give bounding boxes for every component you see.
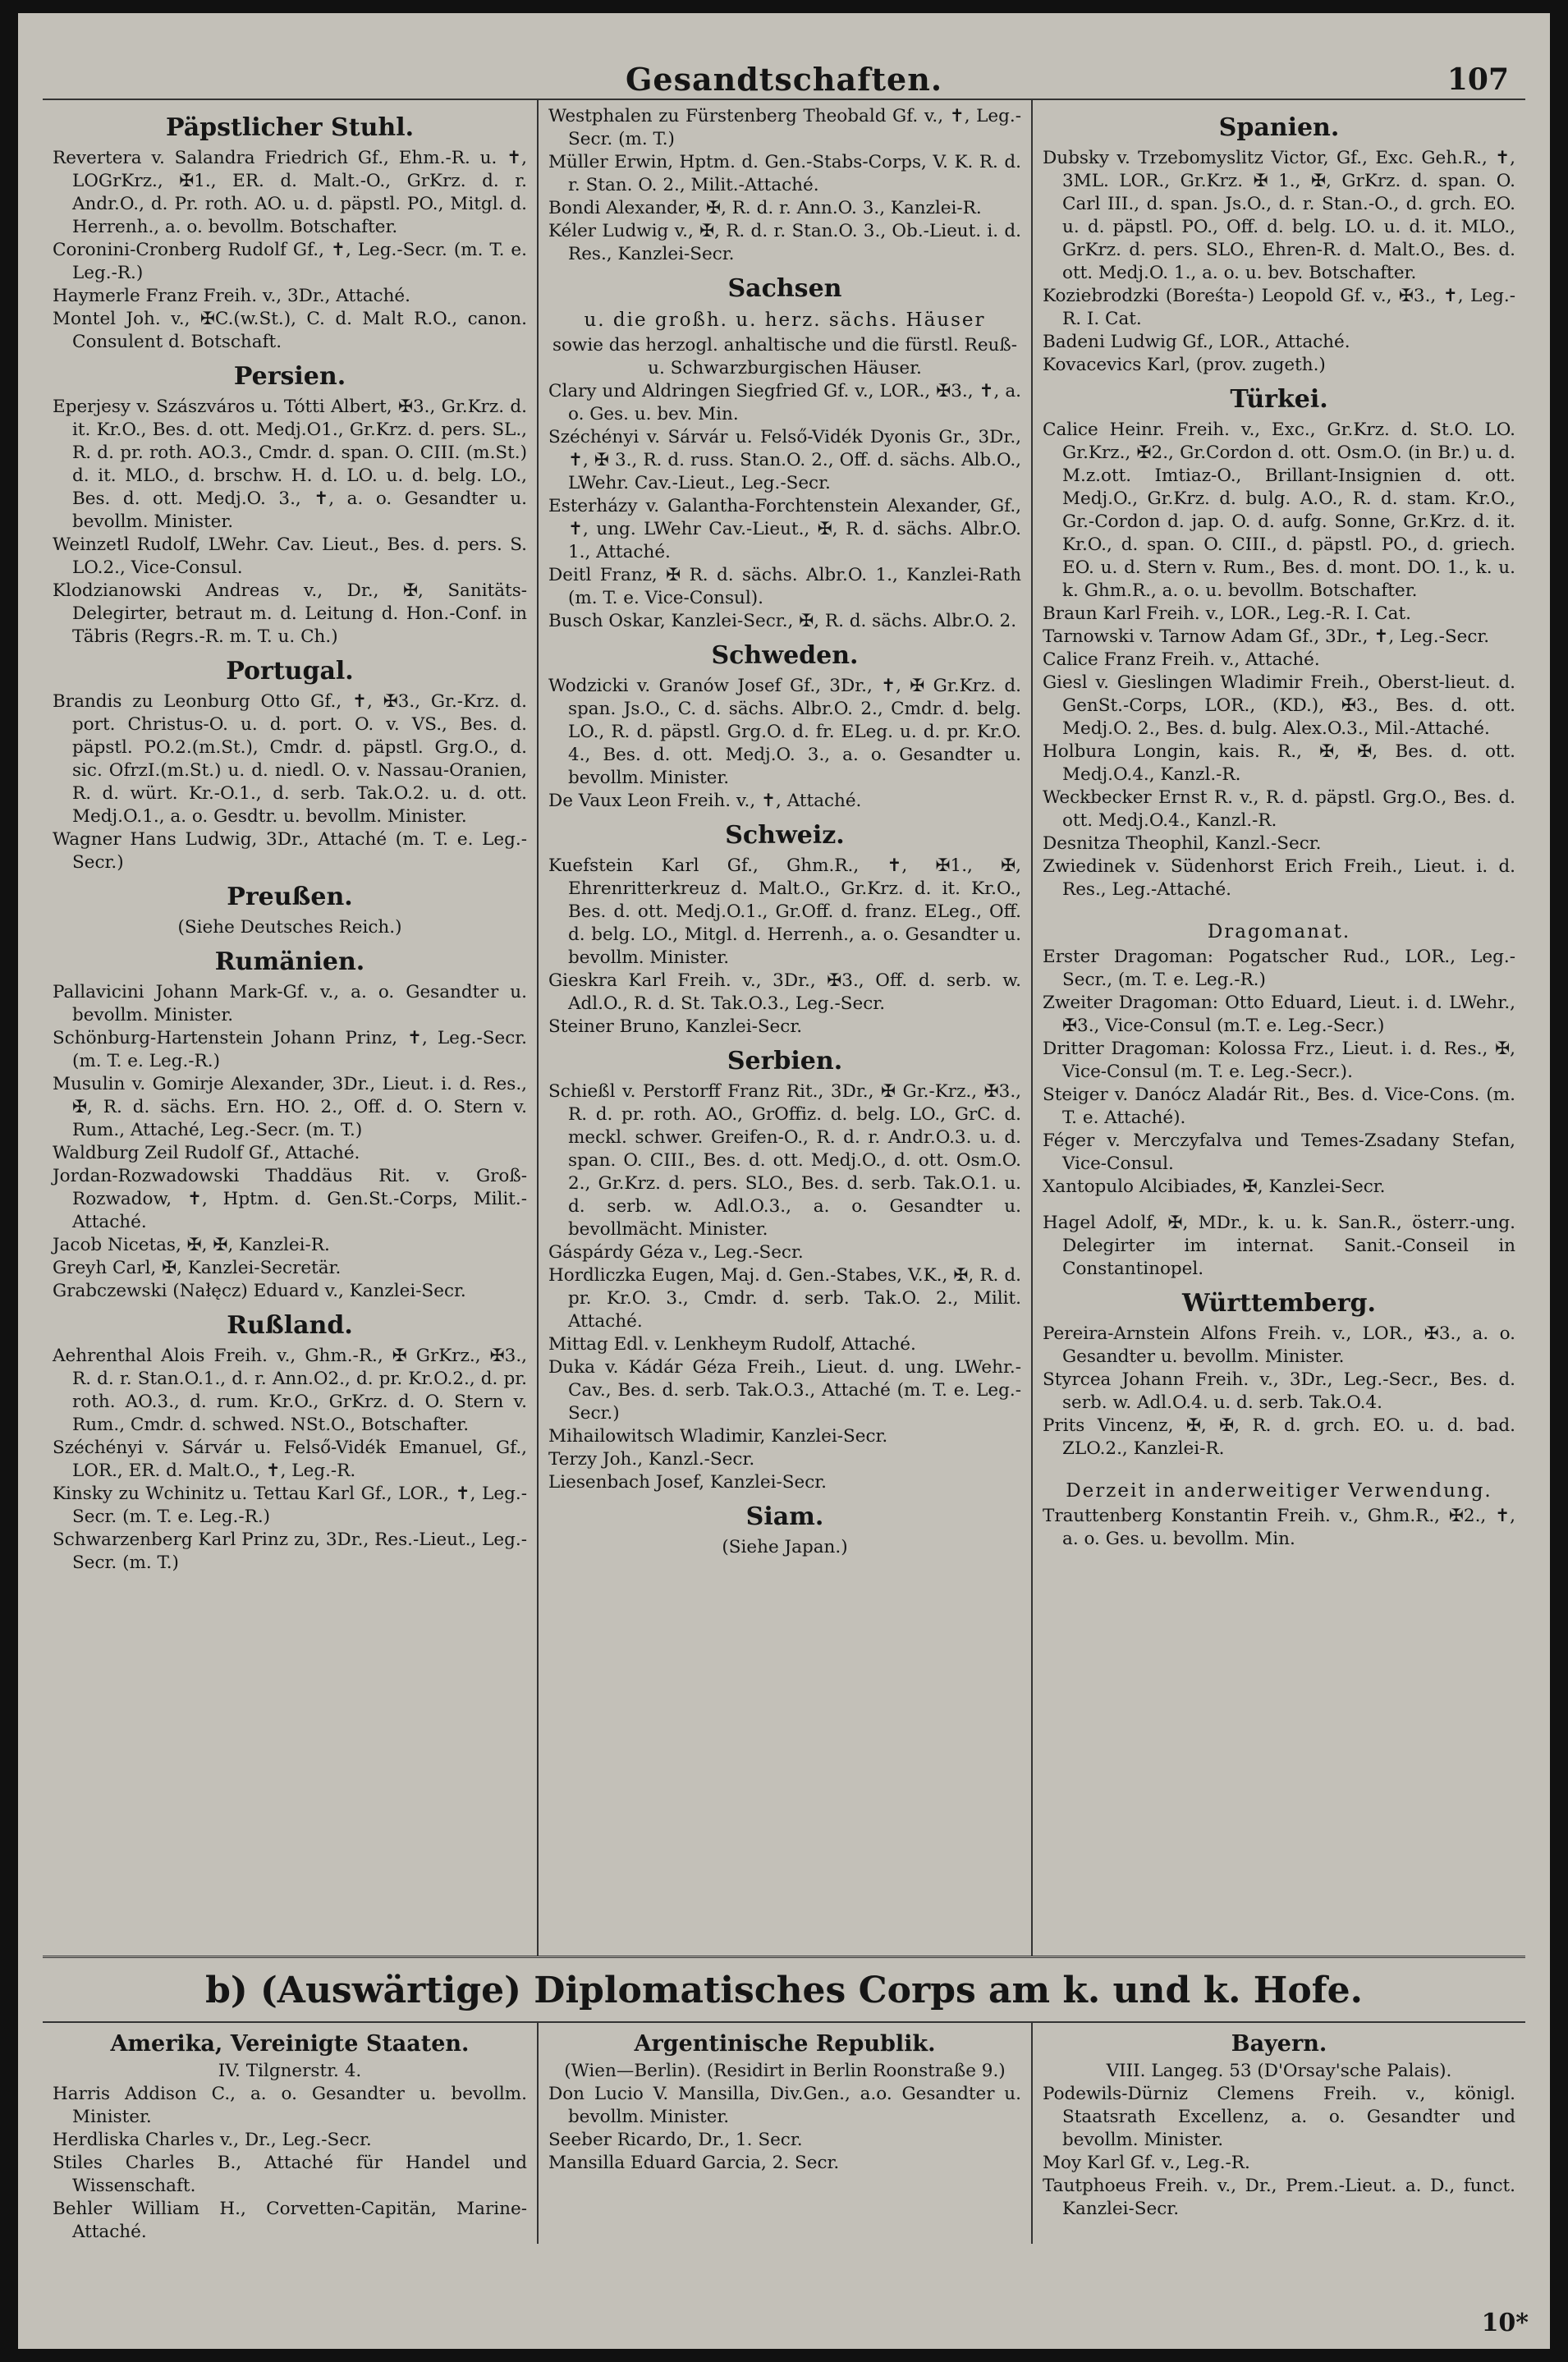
directory-entry: Hagel Adolf, ✠, MDr., k. u. k. San.R., österr.-ung. Delegirter im internat. Sanit.-Conseil in Constantinopel. <box>1043 1213 1515 1279</box>
page-header <box>43 13 1525 100</box>
directory-entry: Brandis zu Leonburg Otto Gf., ✝, ✠3., Gr.-Krz. d. port. Christus-O. u. d. port. O. v. VS., Bes. d. päpstl. PO.2.(m.St.), Cmdr. d. päpstl. Grg.O., d. sic. OfrzI.(m.St.) u. d. niedl. O. v. Nassau-Oranien, R. d. würt. Kr.-O.1., d. serb. Tak.O.2. u. d. ott. Medj.O.1., a. o. Gesdtr. u. bevollm. Minister. <box>53 691 527 827</box>
column-1 <box>43 100 537 1956</box>
section-heading: Rumänien. <box>214 947 365 976</box>
directory-entry: Széchényi v. Sárvár u. Felső-Vidék Emanuel, Gf., LOR., ER. d. Malt.O., ✝, Leg.-R. <box>53 1438 527 1481</box>
directory-entry: Kinsky zu Wchinitz u. Tettau Karl Gf., LOR., ✝, Leg.-Secr. (m. T. e. Leg.-R.) <box>53 1484 527 1527</box>
section-heading: Württemberg. <box>1182 1289 1376 1318</box>
section-heading: Sachsen <box>727 274 842 303</box>
directory-entry: Gieskra Karl Freih. v., 3Dr., ✠3., Off. d. serb. w. Adl.O., R. d. St. Tak.O.3., Leg.-Secr. <box>548 970 1021 1014</box>
directory-entry: Behler William H., Corvetten-Capitän, Marine-Attaché. <box>53 2199 527 2242</box>
part-b-columns <box>43 2021 1525 2244</box>
section-spacer <box>1043 901 1515 915</box>
directory-entry: Tarnowski v. Tarnow Adam Gf., 3Dr., ✝, Leg.-Secr. <box>1043 626 1490 647</box>
column-3 <box>1031 100 1525 1956</box>
directory-entry: Herdliska Charles v., Dr., Leg.-Secr. <box>53 2130 372 2150</box>
directory-entry: Stiles Charles B., Attaché für Handel und Wissenschaft. <box>53 2153 527 2196</box>
column-2 <box>537 100 1031 1956</box>
directory-entry: Deitl Franz, ✠ R. d. sächs. Albr.O. 1., Kanzlei-Rath (m. T. e. Vice-Consul). <box>548 565 1021 608</box>
directory-entry: Zweiter Dragoman: Otto Eduard, Lieut. i. d. LWehr., ✠3., Vice-Consul (m.T. e. Leg.-Secr.) <box>1043 993 1515 1036</box>
directory-entry: Weinzetl Rudolf, LWehr. Cav. Lieut., Bes. d. pers. S. LO.2., Vice-Consul. <box>53 534 527 578</box>
directory-entry: Wagner Hans Ludwig, 3Dr., Attaché (m. T. e. Leg.-Secr.) <box>53 829 527 873</box>
directory-entry: Schwarzenberg Karl Prinz zu, 3Dr., Res.-Lieut., Leg.-Secr. (m. T.) <box>53 1530 527 1573</box>
embassy-address: VIII. Langeg. 53 (D'Orsay'sche Palais). <box>1106 2061 1452 2081</box>
directory-entry: Busch Oskar, Kanzlei-Secr., ✠, R. d. sächs. Albr.O. 2. <box>548 611 1017 631</box>
directory-entry: Podewils-Dürniz Clemens Freih. v., königl. Staatsrath Excellenz, a. o. Gesandter und bevollm. Minister. <box>1043 2084 1515 2150</box>
country-heading: Bayern. <box>1231 2031 1327 2057</box>
directory-entry: Weckbecker Ernst R. v., R. d. päpstl. Grg.O., Bes. d. ott. Medj.O.4., Kanzl.-R. <box>1043 787 1515 831</box>
directory-entry: Harris Addison C., a. o. Gesandter u. bevollm. Minister. <box>53 2084 527 2127</box>
part-b-heading: b) (Auswärtige) Diplomatisches Corps am k. und k. Hofe. <box>43 1956 1525 2021</box>
directory-entry: Mihailowitsch Wladimir, Kanzlei-Secr. <box>548 1426 888 1447</box>
section-heading: Rußland. <box>227 1311 353 1340</box>
directory-entry: Seeber Ricardo, Dr., 1. Secr. <box>548 2130 803 2150</box>
directory-entry: Széchényi v. Sárvár u. Felső-Vidék Dyonis Gr., 3Dr., ✝, ✠ 3., R. d. russ. Stan.O. 2., Off. d. sächs. Alb.O., LWehr. Cav.-Lieut., Leg.-Secr. <box>548 427 1021 493</box>
directory-entry: Schießl v. Perstorff Franz Rit., 3Dr., ✠ Gr.-Krz., ✠3., R. d. pr. roth. AO., GrOffiz. d. belg. LO., GrC. d. meckl. schwer. Greifen-O., R. d. r. Andr.O.3. u. d. span. O. CIII., Bes. d. ott. Medj.O., d. ott. Osm.O. 2., Gr.Krz. d. pers. SLO., Bes. d. serb. Tak.O.1. u. d. serb. w. Adl.O.3., a. o. Gesandter u. bevollmächt. Minister. <box>548 1081 1021 1240</box>
section-heading: Persien. <box>233 362 346 391</box>
directory-entry: Moy Karl Gf. v., Leg.-R. <box>1043 2153 1250 2173</box>
section-heading: Preußen. <box>227 883 353 911</box>
section-subheading: Dragomanat. <box>1207 921 1351 943</box>
country-heading: Argentinische Republik. <box>634 2031 936 2057</box>
directory-entry: Mansilla Eduard Garcia, 2. Secr. <box>548 2153 840 2173</box>
directory-entry: Bondi Alexander, ✠, R. d. r. Ann.O. 3., Kanzlei-R. <box>548 198 982 218</box>
directory-entry: Trauttenberg Konstantin Freih. v., Ghm.R., ✠2., ✝, a. o. Ges. u. bevollm. Min. <box>1043 1506 1515 1549</box>
directory-entry: Grabczewski (Nałęcz) Eduard v., Kanzlei-Secr. <box>53 1281 466 1301</box>
directory-entry: Clary und Aldringen Siegfried Gf. v., LOR., ✠3., ✝, a. o. Ges. u. bev. Min. <box>548 381 1021 424</box>
directory-entry: Haymerle Franz Freih. v., 3Dr., Attaché. <box>53 286 410 306</box>
directory-entry: Kovacevics Karl, (prov. zugeth.) <box>1043 355 1326 375</box>
embassy-address: (Wien—Berlin). (Residirt in Berlin Roonstraße 9.) <box>564 2061 1006 2081</box>
directory-entry: Don Lucio V. Mansilla, Div.Gen., a.o. Gesandter u. bevollm. Minister. <box>548 2084 1021 2127</box>
directory-entry: Calice Franz Freih. v., Attaché. <box>1043 649 1320 670</box>
part-b-column-2 <box>537 2023 1031 2244</box>
legations-columns <box>43 100 1525 1956</box>
section-heading: Schweiz. <box>725 821 845 850</box>
directory-entry: Pereira-Arnstein Alfons Freih. v., LOR., ✠3., a. o. Gesandter u. bevollm. Minister. <box>1043 1323 1515 1367</box>
directory-entry: Aehrenthal Alois Freih. v., Ghm.-R., ✠ GrKrz., ✠3., R. d. r. Stan.O.1., d. r. Ann.O2., d. pr. Kr.O.2., d. pr. roth. AO.3., d. rum. Kr.O., GrKrz. d. O. Stern v. Rum., Cmdr. d. schwed. NSt.O., Botschafter. <box>53 1346 527 1435</box>
running-title: Gesandtschaften. <box>625 61 943 98</box>
section-note: sowie das herzogl. anhaltische und die fürstl. Reuß- u. Schwarzburgischen Häuser. <box>552 335 1018 378</box>
directory-entry: Schönburg-Hartenstein Johann Prinz, ✝, Leg.-Secr. (m. T. e. Leg.-R.) <box>53 1028 527 1071</box>
directory-entry: Klodzianowski Andreas v., Dr., ✠, Sanitäts-Delegirter, betraut m. d. Leitung d. Hon.-Conf. in Täbris (Regrs.-R. m. T. u. Ch.) <box>53 580 527 647</box>
section-spacer <box>1043 1461 1515 1474</box>
directory-entry: Kuefstein Karl Gf., Ghm.R., ✝, ✠1., ✠, Ehrenritterkreuz d. Malt.O., Gr.Krz. d. it. Kr.O., Bes. d. ott. Medj.O.1., Gr.Off. d. franz. ELeg., Off. d. belg. LO., Mitgl. d. Herrenh., a. o. Gesandter u. bevollm. Minister. <box>548 855 1021 968</box>
directory-entry: Pallavicini Johann Mark-Gf. v., a. o. Gesandter u. bevollm. Minister. <box>53 982 527 1025</box>
directory-entry: Revertera v. Salandra Friedrich Gf., Ehm.-R. u. ✝, LOGrKrz., ✠1., ER. d. Malt.-O., GrKrz. d. r. Andr.O., d. Pr. roth. AO. u. d. päpstl. PO., Mitgl. d. Herrenh., a. o. bevollm. Botschafter. <box>53 148 527 237</box>
directory-entry: Koziebrodzki (Boreśta-) Leopold Gf. v., ✠3., ✝, Leg.-R. I. Cat. <box>1043 286 1515 329</box>
embassy-address: IV. Tilgnerstr. 4. <box>218 2061 362 2081</box>
directory-entry: Musulin v. Gomirje Alexander, 3Dr., Lieut. i. d. Res., ✠, R. d. sächs. Ern. HO. 2., Off. d. O. Stern v. Rum., Attaché, Leg.-Secr. (m. T.) <box>53 1074 527 1140</box>
directory-entry: Mittag Edl. v. Lenkheym Rudolf, Attaché. <box>548 1334 916 1355</box>
section-heading: Päpstlicher Stuhl. <box>165 113 415 142</box>
directory-entry: Greyh Carl, ✠, Kanzlei-Secretär. <box>53 1258 342 1278</box>
directory-entry: Zwiedinek v. Südenhorst Erich Freih., Lieut. i. d. Res., Leg.-Attaché. <box>1043 856 1515 900</box>
directory-entry: Badeni Ludwig Gf., LOR., Attaché. <box>1043 332 1350 352</box>
directory-entry: Dubsky v. Trzebomyslitz Victor, Gf., Exc. Geh.R., ✝, 3ML. LOR., Gr.Krz. ✠ 1., ✠, GrKrz. d. span. O. Carl III., d. span. Js.O., d. r. Stan.-O., d. grch. EO. u. d. päpstl. PO., Off. d. belg. LO. u. d. it. MLO., GrKrz. d. pers. SLO., Ehren-R. d. Malt.O., Bes. d. ott. Medj.O. 1., a. o. u. bev. Botschafter. <box>1043 148 1515 283</box>
section-heading: Serbien. <box>727 1047 843 1076</box>
page-number: 107 <box>1447 62 1509 97</box>
section-heading: Türkei. <box>1230 385 1328 414</box>
directory-entry: Braun Karl Freih. v., LOR., Leg.-R. I. Cat. <box>1043 603 1411 624</box>
directory-entry: Terzy Joh., Kanzl.-Secr. <box>548 1449 755 1470</box>
directory-entry: Coronini-Cronberg Rudolf Gf., ✝, Leg.-Secr. (m. T. e. Leg.-R.) <box>53 240 527 283</box>
section-note: (Siehe Deutsches Reich.) <box>177 917 402 938</box>
directory-entry: Prits Vincenz, ✠, ✠, R. d. grch. EO. u. d. bad. ZLO.2., Kanzlei-R. <box>1043 1415 1515 1459</box>
directory-entry: Desnitza Theophil, Kanzl.-Secr. <box>1043 833 1322 854</box>
directory-entry: Erster Dragoman: Pogatscher Rud., LOR., Leg.-Secr., (m. T. e. Leg.-R.) <box>1043 947 1515 990</box>
directory-entry: Montel Joh. v., ✠C.(w.St.), C. d. Malt R.O., canon. Consulent d. Botschaft. <box>53 309 527 352</box>
directory-entry: Duka v. Kádár Géza Freih., Lieut. d. ung. LWehr.-Cav., Bes. d. serb. Tak.O.3., Attaché (m. T. e. Leg.-Secr.) <box>548 1357 1021 1424</box>
directory-entry: Calice Heinr. Freih. v., Exc., Gr.Krz. d. St.O. LO. Gr.Krz., ✠2., Gr.Cordon d. ott. Osm.O. (in Br.) u. d. M.z.ott. Imtiaz-O., Brillant-Insignien d. ott. Medj.O., Gr.Krz. d. bulg. A.O., R. d. stam. Kr.O., Gr.-Cordon d. jap. O. d. aufg. Sonne, Gr.Krz. d. it. Kr.O., d. span. O. CIII., d. päpstl. PO., d. griech. EO. u. d. Stern v. Rum., Bes. d. mont. DO. 1., k. u. k. Ghm.R., a. o. u. bevollm. Botschafter. <box>1043 420 1515 601</box>
directory-entry: De Vaux Leon Freih. v., ✝, Attaché. <box>548 791 862 811</box>
section-note: (Siehe Japan.) <box>722 1537 848 1557</box>
directory-entry: Steiner Bruno, Kanzlei-Secr. <box>548 1016 803 1037</box>
directory-entry: Kéler Ludwig v., ✠, R. d. r. Stan.O. 3., Ob.-Lieut. i. d. Res., Kanzlei-Secr. <box>548 221 1021 264</box>
directory-entry: Jordan-Rozwadowski Thaddäus Rit. v. Groß-Rozwadow, ✝, Hptm. d. Gen.St.-Corps, Milit.-Attaché. <box>53 1166 527 1232</box>
directory-entry: Müller Erwin, Hptm. d. Gen.-Stabs-Corps, V. K. R. d. r. Stan. O. 2., Milit.-Attaché. <box>548 152 1021 195</box>
directory-entry: Steiger v. Danócz Aladár Rit., Bes. d. Vice-Cons. (m. T. e. Attaché). <box>1043 1085 1515 1128</box>
directory-entry: Tautphoeus Freih. v., Dr., Prem.-Lieut. a. D., funct. Kanzlei-Secr. <box>1043 2176 1515 2219</box>
directory-entry: Xantopulo Alcibiades, ✠, Kanzlei-Secr. <box>1043 1176 1386 1197</box>
directory-entry: Féger v. Merczyfalva und Temes-Zsadany Stefan, Vice-Consul. <box>1043 1131 1515 1174</box>
signature-mark: 10* <box>1481 2309 1529 2337</box>
directory-entry: Jacob Nicetas, ✠, ✠, Kanzlei-R. <box>53 1235 330 1255</box>
part-b-column-1 <box>43 2023 537 2244</box>
directory-entry: Waldburg Zeil Rudolf Gf., Attaché. <box>53 1143 360 1163</box>
section-heading: Siam. <box>745 1502 824 1531</box>
directory-entry: Westphalen zu Fürstenberg Theobald Gf. v., ✝, Leg.-Secr. (m. T.) <box>548 106 1021 149</box>
section-subheading: u. die großh. u. herz. sächs. Häuser <box>584 310 986 331</box>
section-heading: Schweden. <box>711 641 859 670</box>
section-heading: Spanien. <box>1218 113 1340 142</box>
section-subheading: Derzeit in anderweitiger Verwendung. <box>1066 1480 1492 1502</box>
directory-entry: Gáspárdy Géza v., Leg.-Secr. <box>548 1242 804 1263</box>
section-heading: Portugal. <box>226 657 354 686</box>
directory-entry: Styrcea Johann Freih. v., 3Dr., Leg.-Secr., Bes. d. serb. w. Adl.O.4. u. d. serb. Tak.O.4. <box>1043 1369 1515 1413</box>
section-spacer <box>1043 1199 1515 1212</box>
part-b-column-3 <box>1031 2023 1525 2244</box>
directory-entry: Dritter Dragoman: Kolossa Frz., Lieut. i. d. Res., ✠, Vice-Consul (m. T. e. Leg.-Secr.). <box>1043 1039 1515 1082</box>
directory-entry: Giesl v. Gieslingen Wladimir Freih., Oberst-lieut. d. GenSt.-Corps, LOR., (KD.), ✠3., Bes. d. ott. Medj.O. 2., Bes. d. bulg. Alex.O.3., Mil.-Attaché. <box>1043 672 1515 739</box>
directory-entry: Liesenbach Josef, Kanzlei-Secr. <box>548 1472 828 1493</box>
directory-entry: Wodzicki v. Granów Josef Gf., 3Dr., ✝, ✠ Gr.Krz. d. span. Js.O., C. d. sächs. Albr.O. 2., Cmdr. d. belg. LO., R. d. päpstl. Grg.O. d. fr. ELeg. u. d. pr. Kr.O. 4., Bes. d. ott. Medj.O. 3., a. o. Gesandter u. bevollm. Minister. <box>548 676 1021 788</box>
directory-entry: Holbura Longin, kais. R., ✠, ✠, Bes. d. ott. Medj.O.4., Kanzl.-R. <box>1043 741 1515 785</box>
directory-entry: Esterházy v. Galantha-Forchtenstein Alexander, Gf., ✝, ung. LWehr Cav.-Lieut., ✠, R. d. sächs. Albr.O. 1., Attaché. <box>548 496 1021 562</box>
directory-entry: Eperjesy v. Szászváros u. Tótti Albert, ✠3., Gr.Krz. d. it. Kr.O., Bes. d. ott. Medj.O1., Gr.Krz. d. pers. SL., R. d. pr. roth. AO.3., Cmdr. d. span. O. CIII. (m.St.) d. it. MLO., d. brschw. H. d. LO. u. d. belg. LO., Bes. d. ott. Medj.O. 3., ✝, a. o. Gesandter u. bevollm. Minister. <box>53 397 527 532</box>
country-heading: Amerika, Vereinigte Staaten. <box>110 2031 470 2057</box>
book-page <box>18 13 1550 2349</box>
directory-entry: Hordliczka Eugen, Maj. d. Gen.-Stabes, V.K., ✠, R. d. pr. Kr.O. 3., Cmdr. d. serb. Tak.O. 2., Milit. Attaché. <box>548 1265 1021 1332</box>
